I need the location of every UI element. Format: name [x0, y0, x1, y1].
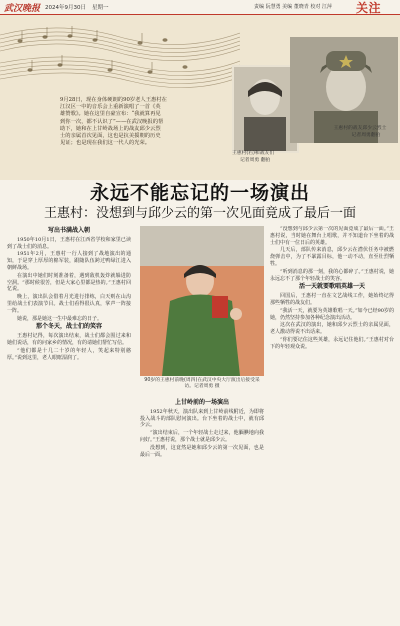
section-heading: 上甘岭前的一场演出: [174, 399, 229, 406]
article-paragraph: 晚上，演出队会借着月光进行排练，白天则在山沟里给战士们表演节目。战士们看得很认真，掌声一阵接一阵。: [7, 294, 131, 314]
article-paragraph: 没想到，这竟然是她和邱少云的第一次见面，也是最后一面。: [140, 444, 264, 458]
editor-credits: 责编 阮慧勇 美编 董晓青 校对 江萍: [254, 4, 332, 10]
photo-caption: 王惠村的战友邱少云烈士: [333, 126, 387, 131]
section-heading: 写出书满战入朝: [47, 227, 90, 234]
article-paragraph: “听到消息的那一刻，我的心都碎了。”王惠村说，她永远忘不了那个年轻战士的笑容。: [270, 268, 394, 282]
newspaper-masthead: 武汉晚报: [4, 4, 41, 14]
photo-caption: 王惠村(右)和战友们: [232, 151, 275, 156]
photo-credit: 记者周勇 翻拍: [240, 158, 271, 163]
article-paragraph: “我活一天，就要为英雄歌唱一天。”如今已经90岁的她，仍然坚持参加各种纪念演出活动。: [270, 307, 394, 321]
article-paragraph: “没想到与邱少云第一次的见面竟成了最后一面。”王惠村说，当时她在舞台上唱歌，并不知道台下坐着的战士们中有一位日后的英雄。: [270, 226, 394, 246]
photo-stage-performance: [140, 226, 264, 376]
article-subtitle: 王惠村：没想到与邱少云的第一次见面竟成了最后一面: [43, 206, 356, 221]
article-title: 永远不能忘记的一场演出: [89, 182, 310, 204]
photo-credit: 记者周勇翻拍: [351, 133, 381, 138]
intro-line: 士的亲属首次见面，这也是抗美援朝的历史: [60, 133, 161, 140]
intro-line: 9月28日，现在身体硬朗的90岁老人王惠村在: [60, 97, 167, 103]
article-paragraph: “演出结束后，一个年轻战士走过来，他腼腆地向我问好。”王惠村说，那个战士就是邱少云。: [140, 430, 264, 443]
issue-date: 2024年9月30日: [45, 5, 86, 11]
intro-line: 助下，她和在上甘岭战场上的战友邱少云烈: [60, 125, 161, 132]
article-paragraph: 王惠村记得，每次演出结束，战士们都会围过来和她们说话，有的问家乡的情况，有的请她们帮忙写信。: [7, 333, 131, 346]
article-column-3: [270, 226, 394, 624]
article-paragraph: “他们都是十几二十岁的年轻人，笑起来特别憨厚。”说到这里，老人眼眶湿润了。: [7, 347, 131, 361]
hero-banner: [0, 15, 400, 180]
intro-line: 雄赞歌》。她在这里自豪宣布：“我就算再见: [60, 111, 161, 118]
article-paragraph: “你们要记住这些英雄，永远记住他们。”王惠村对台下的年轻观众说。: [270, 336, 394, 350]
section-heading: 那个冬天，战士们的笑容: [35, 323, 102, 331]
page-header: [0, 0, 400, 15]
article-column-2: [140, 398, 264, 624]
article-paragraph: 这次在武汉的演出，她和邱少云烈士的亲属见面，老人激动得说不出话来。: [270, 322, 394, 336]
intro-line: 见证；也是现在我们这一代人的光荣。: [60, 140, 151, 147]
article-paragraph: 1952年秋天，演出队来到上甘岭前线附近，为即将投入战斗的部队慰问演出。台下坐着的战士中，就有邱少云。: [140, 408, 264, 429]
article-paragraph: 几天后，部队传来消息，邱少云在潜伏任务中被燃烧弹击中，为了不暴露目标，他一动不动，直至壮烈牺牲。: [270, 247, 394, 267]
article-paragraph: 1950年10月1日，王惠村在江西省学校和家里已读到了战士们的消息。: [7, 236, 131, 250]
photo-young-wang-huicun: [232, 65, 299, 153]
article-paragraph: 在演出中她们时刻准备着，遇到敌机轰炸就躲进防空洞。“那时候很苦，但是大家心里都是热的。”王惠村回忆说。: [7, 272, 131, 293]
music-staff-illustration: [0, 15, 240, 100]
article-column-1: [7, 226, 131, 624]
section-heading: 活一天就要歌唱英雄一天: [298, 283, 365, 291]
intro-line: 江汉区一中的音乐会上重新演唱了一首《英: [60, 104, 161, 111]
article-paragraph: 回国后，王惠村一直在文艺战线工作，她始终记得那些牺牲的战友们。: [270, 293, 394, 306]
intro-line: 到你一次，都不认识了”——在武汉晚报的帮: [60, 118, 164, 125]
photo-caption: 90岁的王惠村前晚(周四)在武汉中央大厅演出后接受采访。记者周勇 摄: [144, 378, 260, 389]
issue-weekday: 星期一: [92, 5, 109, 11]
article-paragraph: 1951年2月，王惠村一行人接到了战地演出的通知，于是穿上厚厚的棉军装，跟随队伍跨过鸭绿江进入朝鲜战场。: [7, 251, 131, 271]
article-paragraph: 她说，那是她这一生中最难忘的日子。: [17, 315, 103, 322]
section-label: 关注: [356, 1, 382, 15]
intro-paragraph: [60, 97, 230, 152]
